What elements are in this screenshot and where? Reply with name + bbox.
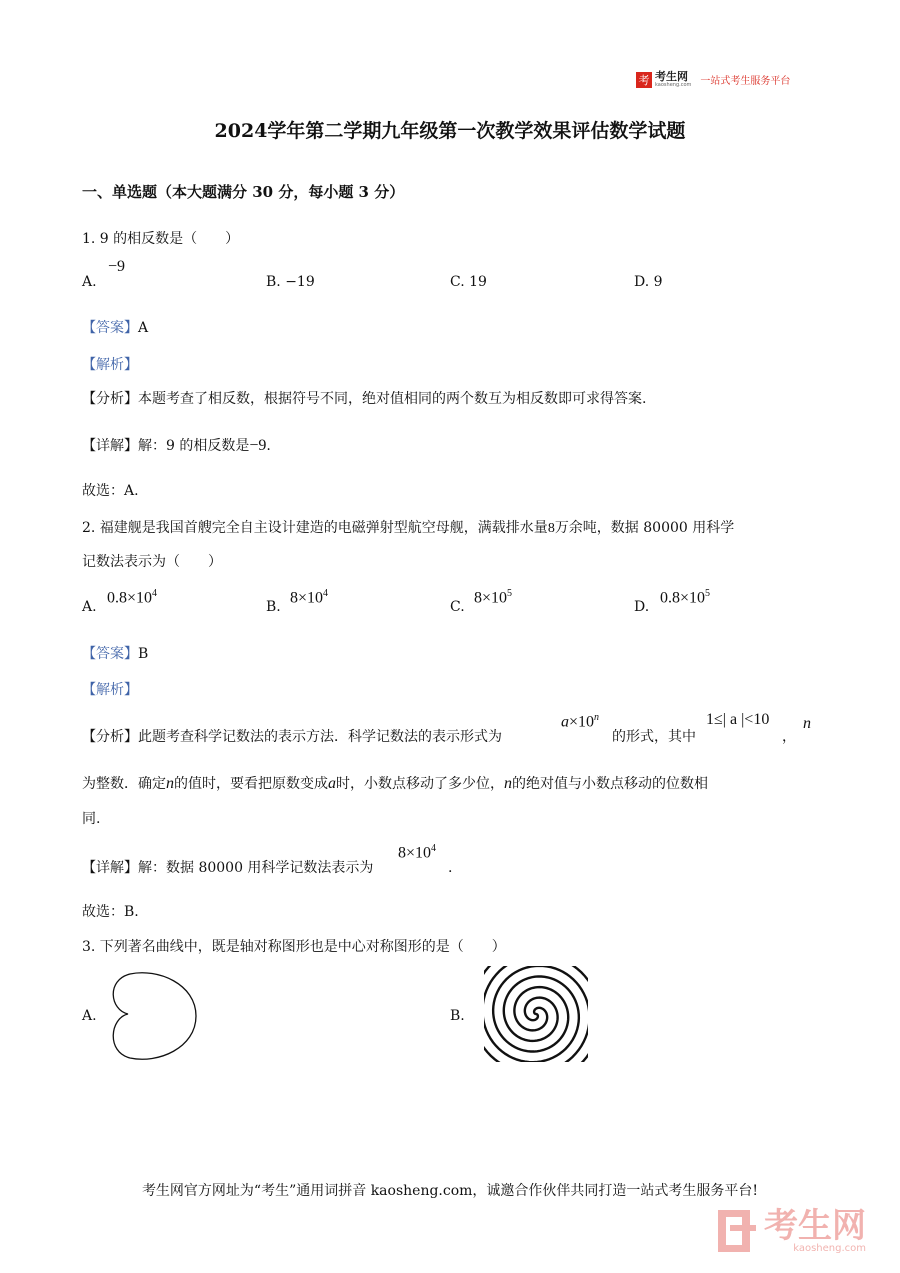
watermark-name: 考生网 <box>764 1205 866 1246</box>
q2-stem-text-b: 万余吨，数据 80000 用科学 <box>554 520 735 536</box>
detail-text: 解：数据 80000 用科学记数法表示为 <box>138 860 374 876</box>
q1-detail <box>82 436 271 456</box>
sci-form-base: ×10 <box>569 713 595 731</box>
q2-option-c-letter: C. <box>450 599 465 615</box>
q1-analysis <box>82 389 646 409</box>
q2-option-a-letter: A. <box>82 599 97 615</box>
cardioid-figure <box>112 970 202 1062</box>
q2-a-exp: 4 <box>152 588 158 599</box>
header-logo <box>636 71 790 88</box>
q2-option-b-value <box>290 588 328 607</box>
q2-option-d-letter: D. <box>634 599 650 615</box>
q2-answer <box>82 644 148 664</box>
q2-stem-text-a: 2. 福建舰是我国首艘完全自主设计建造的电磁弹射型航空母舰，满载排水量 <box>82 520 548 536</box>
q2-analysis-line1 <box>82 727 502 747</box>
sci-form-exp: n <box>594 712 600 723</box>
q2-inequality: 1≤| a |<10 <box>706 711 770 728</box>
detail-value: −9 <box>249 437 267 454</box>
footer-text: 考生网官方网址为“考生”通用词拼音 kaosheng.com，诚邀合作伙伴共同打造一站式考生服务平台! <box>141 1183 759 1199</box>
q2-sci-form <box>561 712 599 731</box>
q1-stem: 1. 9 的相反数是（ ） <box>82 231 240 247</box>
q2-choice: 故选：B. <box>82 904 139 920</box>
q1-option-b-letter: B. <box>266 274 281 290</box>
detail-base: 8×10 <box>398 844 432 862</box>
logo-name: 考生网 <box>655 70 688 83</box>
logo-icon: 考 <box>636 72 652 88</box>
logo-domain: kaosheng.com <box>655 82 692 88</box>
q1-option-c-letter: C. <box>450 274 465 290</box>
q1-choice: 故选：A. <box>82 483 139 499</box>
q2-option-d-value <box>660 588 710 607</box>
q2-a-base: 0.8×10 <box>107 589 153 607</box>
answer-tag: 【答案】 <box>82 320 138 336</box>
q1-option-c-value: 19 <box>469 274 487 290</box>
answer-value: B <box>138 646 149 662</box>
q2-option-b-letter: B. <box>266 599 281 615</box>
q2-var-n: n <box>803 715 811 732</box>
q2-d-base: 0.8×10 <box>660 589 706 607</box>
q2-detail-end: . <box>448 860 453 876</box>
q1-option-b-value: −19 <box>285 274 315 290</box>
q2-stem-line1 <box>82 518 734 539</box>
q2-detail <box>82 858 373 878</box>
watermark-domain: kaosheng.com <box>793 1242 866 1254</box>
q2-stem-number: 8 <box>547 521 555 536</box>
detail-exp: 4 <box>431 843 437 854</box>
q2-jiexi-tag: 【解析】 <box>82 682 138 698</box>
analysis-text: 本题考查了相反数，根据符号不同，绝对值相同的两个数互为相反数即可求得答案. <box>138 391 647 407</box>
detail-tag: 【详解】 <box>82 438 138 454</box>
q2-option-a-value <box>107 588 157 607</box>
q1-option-b <box>266 272 315 292</box>
q2-c-base: 8×10 <box>474 589 508 607</box>
q2-analysis-text-b: 的形式，其中 <box>612 729 696 745</box>
detail-tag: 【详解】 <box>82 860 138 876</box>
analysis-line2-b: 的值时，要看把原数变成 <box>174 776 328 792</box>
analysis-line2-n: n <box>166 775 174 792</box>
sci-form-a: a <box>561 713 569 731</box>
detail-end: . <box>266 438 271 454</box>
q2-analysis-line2 <box>82 774 708 794</box>
analysis-tag: 【分析】 <box>82 391 138 407</box>
analysis-tag: 【分析】 <box>82 729 138 745</box>
q3-option-b-letter: B. <box>450 1008 465 1024</box>
q1-jiexi-tag: 【解析】 <box>82 357 138 373</box>
q3-option-a-letter: A. <box>82 1008 97 1024</box>
q1-answer <box>82 318 148 338</box>
answer-tag: 【答案】 <box>82 646 138 662</box>
q2-b-exp: 4 <box>323 588 329 599</box>
section-heading: 一、单选题（本大题满分 30 分，每小题 3 分） <box>82 183 405 201</box>
answer-value: A <box>138 320 149 336</box>
q1-option-d-letter: D. <box>634 274 650 290</box>
q1-option-a-letter: A. <box>82 274 97 290</box>
detail-text: 解：9 的相反数是 <box>138 438 250 454</box>
analysis-line2-n2: n <box>504 775 512 792</box>
q2-detail-value <box>398 843 436 862</box>
page-title: 2024学年第二学期九年级第一次教学效果评估数学试题 <box>214 120 686 142</box>
q2-analysis-line3: 同. <box>82 811 101 827</box>
watermark <box>716 1205 866 1254</box>
watermark-logo-icon <box>716 1208 758 1254</box>
q1-option-c <box>450 272 487 292</box>
analysis-line2-a-var: a <box>328 775 336 792</box>
q1-option-d-value: 9 <box>653 274 663 290</box>
logo-slogan: 一站式考生服务平台 <box>700 76 791 87</box>
q2-option-c-value <box>474 588 512 607</box>
q2-stem-line2: 记数法表示为（ ） <box>82 554 222 570</box>
q2-d-exp: 5 <box>705 588 711 599</box>
analysis-line2-c: 时，小数点移动了多少位， <box>336 776 504 792</box>
q1-option-d <box>634 272 663 292</box>
analysis-line2-d: 的绝对值与小数点移动的位数相 <box>512 776 708 792</box>
q2-b-base: 8×10 <box>290 589 324 607</box>
spiral-figure <box>484 966 588 1062</box>
q2-analysis-comma: ， <box>782 729 796 745</box>
analysis-text-a: 此题考查科学记数法的表示方法．科学记数法的表示形式为 <box>138 729 502 745</box>
q2-c-exp: 5 <box>507 588 513 599</box>
q3-stem: 3. 下列著名曲线中，既是轴对称图形也是中心对称图形的是（ ） <box>82 939 506 955</box>
q1-option-a-value: −9 <box>108 258 126 275</box>
analysis-line2-a: 为整数．确定 <box>82 776 166 792</box>
